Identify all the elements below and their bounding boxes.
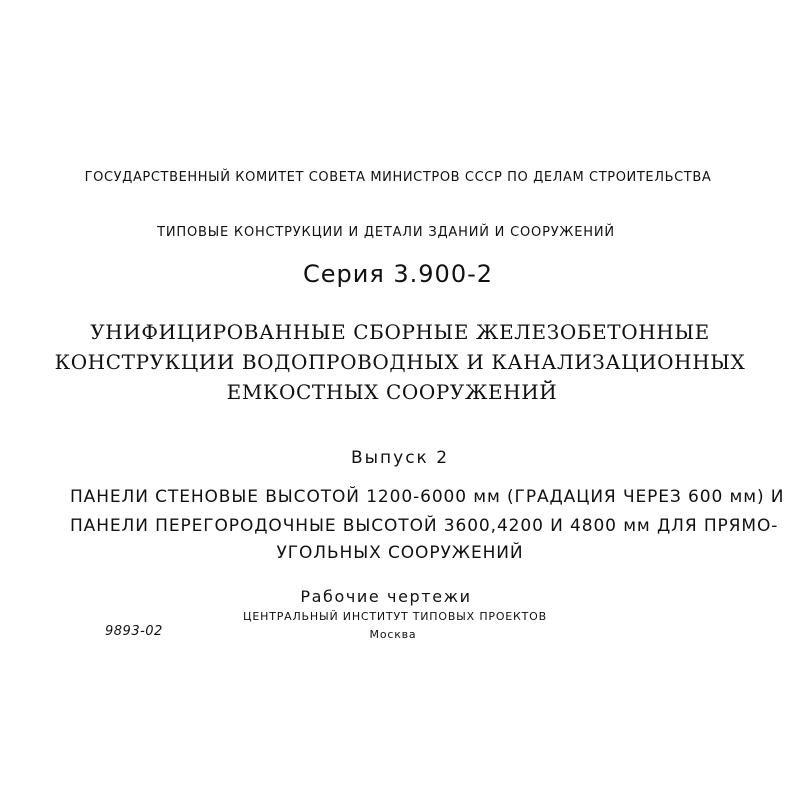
description-line: УГОЛЬНЫХ СООРУЖЕНИЙ [276, 543, 524, 563]
institute-name: ЦЕНТРАЛЬНЫЙ ИНСТИТУТ ТИПОВЫХ ПРОЕКТОВ [243, 610, 547, 623]
city-name: Москва [369, 628, 417, 641]
committee-heading: ГОСУДАРСТВЕННЫЙ КОМИТЕТ СОВЕТА МИНИСТРОВ СССР ПО ДЕЛАМ СТРОИТЕЛЬСТВА [84, 170, 712, 185]
document-title-line: УНИФИЦИРОВАННЫЕ СБОРНЫЕ ЖЕЛЕЗОБЕТОННЫЕ [90, 320, 710, 344]
description-line: ПАНЕЛИ СТЕНОВЫЕ ВЫСОТОЙ 1200-6000 мм (ГРАДАЦИЯ ЧЕРЕЗ 600 мм) И [70, 487, 785, 507]
issue-number: Выпуск 2 [350, 448, 450, 468]
working-drawings-label: Рабочие чертежи [300, 587, 472, 606]
description-line: ПАНЕЛИ ПЕРЕГОРОДОЧНЫЕ ВЫСОТОЙ 3600,4200 И 4800 мм ДЛЯ ПРЯМО- [70, 516, 779, 536]
typical-constructions-heading: ТИПОВЫЕ КОНСТРУКЦИИ И ДЕТАЛИ ЗДАНИЙ И СООРУЖЕНИЙ [157, 225, 615, 240]
document-title-line: КОНСТРУКЦИИ ВОДОПРОВОДНЫХ И КАНАЛИЗАЦИОННЫХ [54, 350, 746, 374]
document-code: 9893-02 [105, 624, 163, 639]
document-title-line: ЕМКОСТНЫХ СООРУЖЕНИЙ [226, 380, 558, 404]
series-number: Серия 3.900-2 [302, 260, 494, 288]
